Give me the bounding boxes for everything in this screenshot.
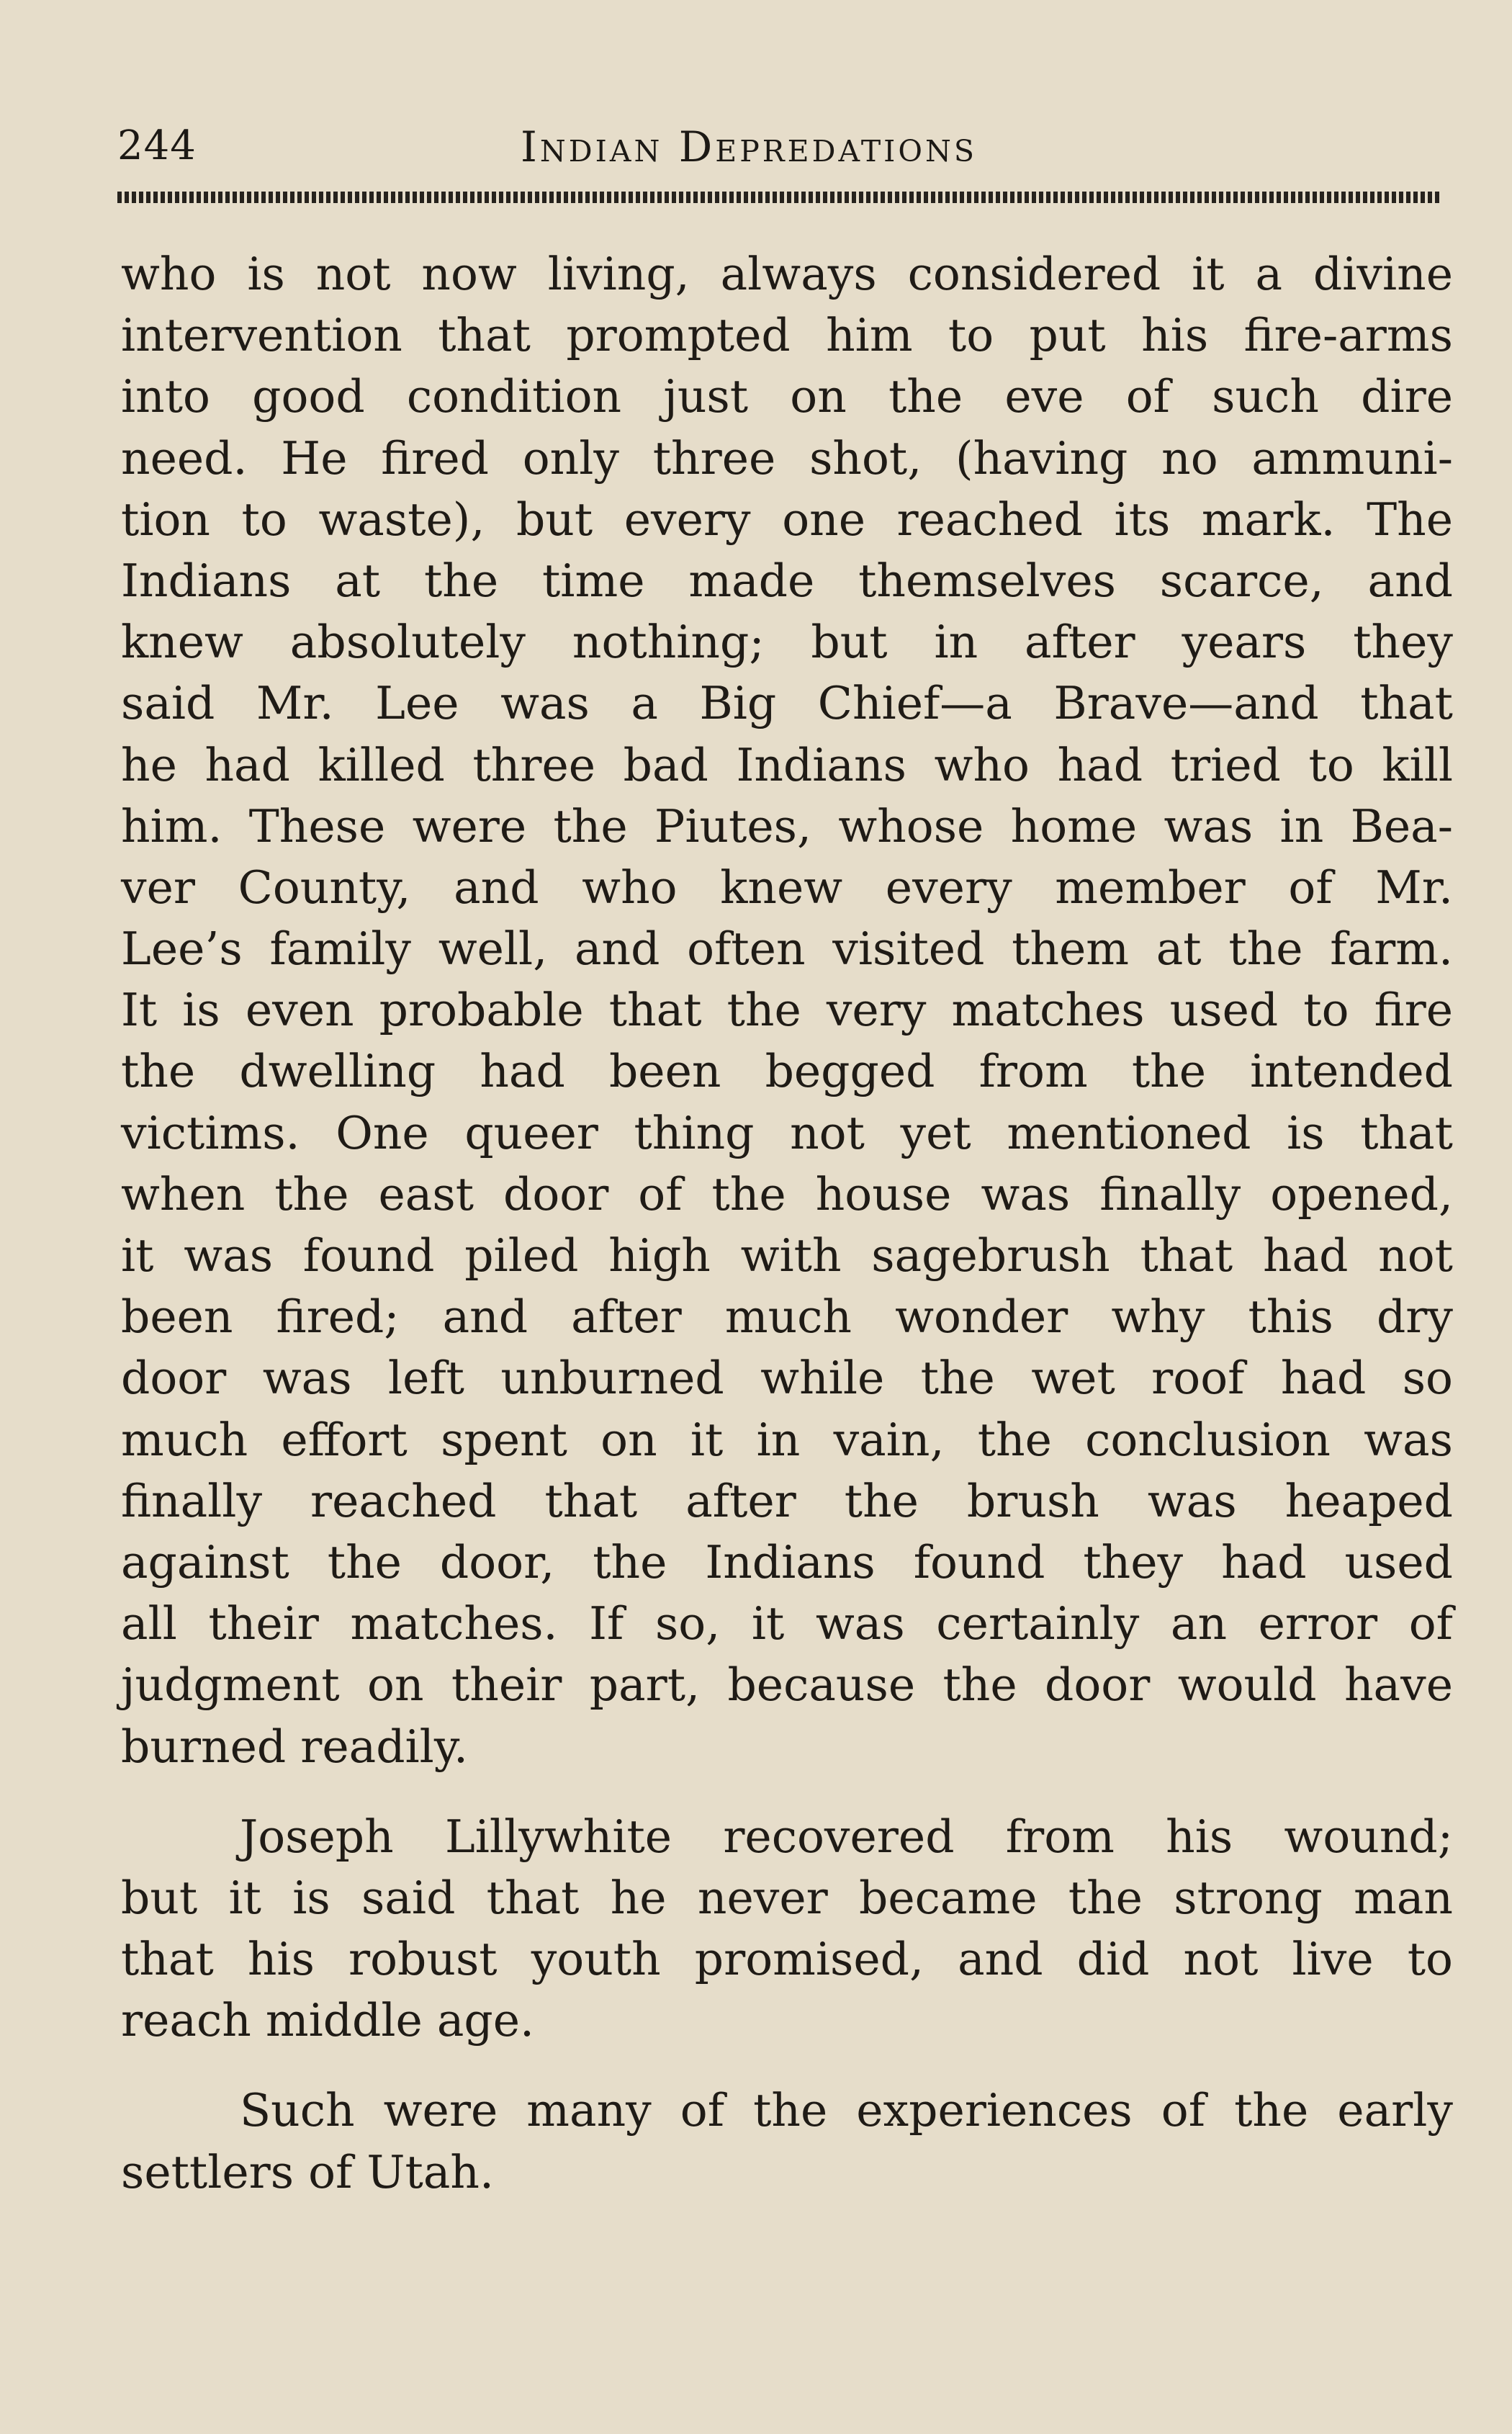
text-line: that his robust youth promised, and did not live to bbox=[121, 1933, 1453, 1986]
text-line: reach middle age. bbox=[121, 1994, 535, 2047]
text-line: burned readily. bbox=[121, 1720, 469, 1773]
paragraph-3 bbox=[121, 2080, 1453, 2202]
text-line: when the east door of the house was finally opened, bbox=[121, 1167, 1453, 1221]
text-line: need. He fired only three shot, (having no ammuni- bbox=[121, 431, 1453, 485]
text-line: ver County, and who knew every member of Mr. bbox=[121, 861, 1453, 914]
text-line: It is even probable that the very matches used to fire bbox=[121, 984, 1453, 1037]
page-header bbox=[117, 122, 1442, 194]
text-line: he had killed three bad Indians who had tried to kill bbox=[121, 738, 1453, 791]
page-number: 244 bbox=[117, 122, 197, 169]
text-line: Indians at the time made themselves scarce, and bbox=[121, 554, 1453, 607]
body-text bbox=[121, 243, 1453, 2203]
text-line: against the door, the Indians found they had used bbox=[121, 1535, 1453, 1589]
text-line: but it is said that he never became the strong man bbox=[121, 1871, 1453, 1924]
text-line: said Mr. Lee was a Big Chief—a Brave—and that bbox=[121, 677, 1453, 730]
text-line: knew absolutely nothing; but in after years they bbox=[121, 616, 1453, 669]
text-line: the dwelling had been begged from the intended bbox=[121, 1045, 1453, 1098]
text-line: it was found piled high with sagebrush that had not bbox=[121, 1229, 1453, 1282]
text-line: intervention that prompted him to put his fire-arms bbox=[121, 309, 1453, 362]
paragraph-gap bbox=[121, 1777, 1453, 1806]
running-title: Indian Depredations bbox=[521, 122, 977, 171]
paragraph-gap bbox=[121, 2051, 1453, 2080]
text-line: Lee’s family well, and often visited them at the farm. bbox=[121, 922, 1453, 976]
text-line: tion to waste), but every one reached its mark. The bbox=[121, 493, 1453, 546]
text-line: settlers of Utah. bbox=[121, 2145, 494, 2199]
paragraph-2 bbox=[121, 1806, 1453, 2052]
text-line: Joseph Lillywhite recovered from his wound; bbox=[240, 1810, 1453, 1863]
text-line: been fired; and after much wonder why this dry bbox=[121, 1290, 1453, 1344]
text-line: much effort spent on it in vain, the conclusion was bbox=[121, 1413, 1453, 1466]
header-rule bbox=[117, 192, 1440, 203]
text-line: into good condition just on the eve of such dire bbox=[121, 370, 1453, 423]
text-line: Such were many of the experiences of the early bbox=[240, 2084, 1453, 2137]
text-line: who is not now living, always considered it a divine bbox=[121, 248, 1453, 300]
text-line: door was left unburned while the wet roof had so bbox=[121, 1352, 1453, 1405]
text-line: all their matches. If so, it was certainly an error of bbox=[121, 1597, 1453, 1651]
text-line: finally reached that after the brush was heaped bbox=[121, 1474, 1453, 1527]
text-line: judgment on their part, because the door would have bbox=[121, 1658, 1453, 1712]
text-line: victims. One queer thing not yet mentioned is that bbox=[121, 1106, 1453, 1159]
paragraph-1 bbox=[121, 243, 1453, 1777]
text-line: him. These were the Piutes, whose home was in Bea- bbox=[121, 799, 1453, 853]
